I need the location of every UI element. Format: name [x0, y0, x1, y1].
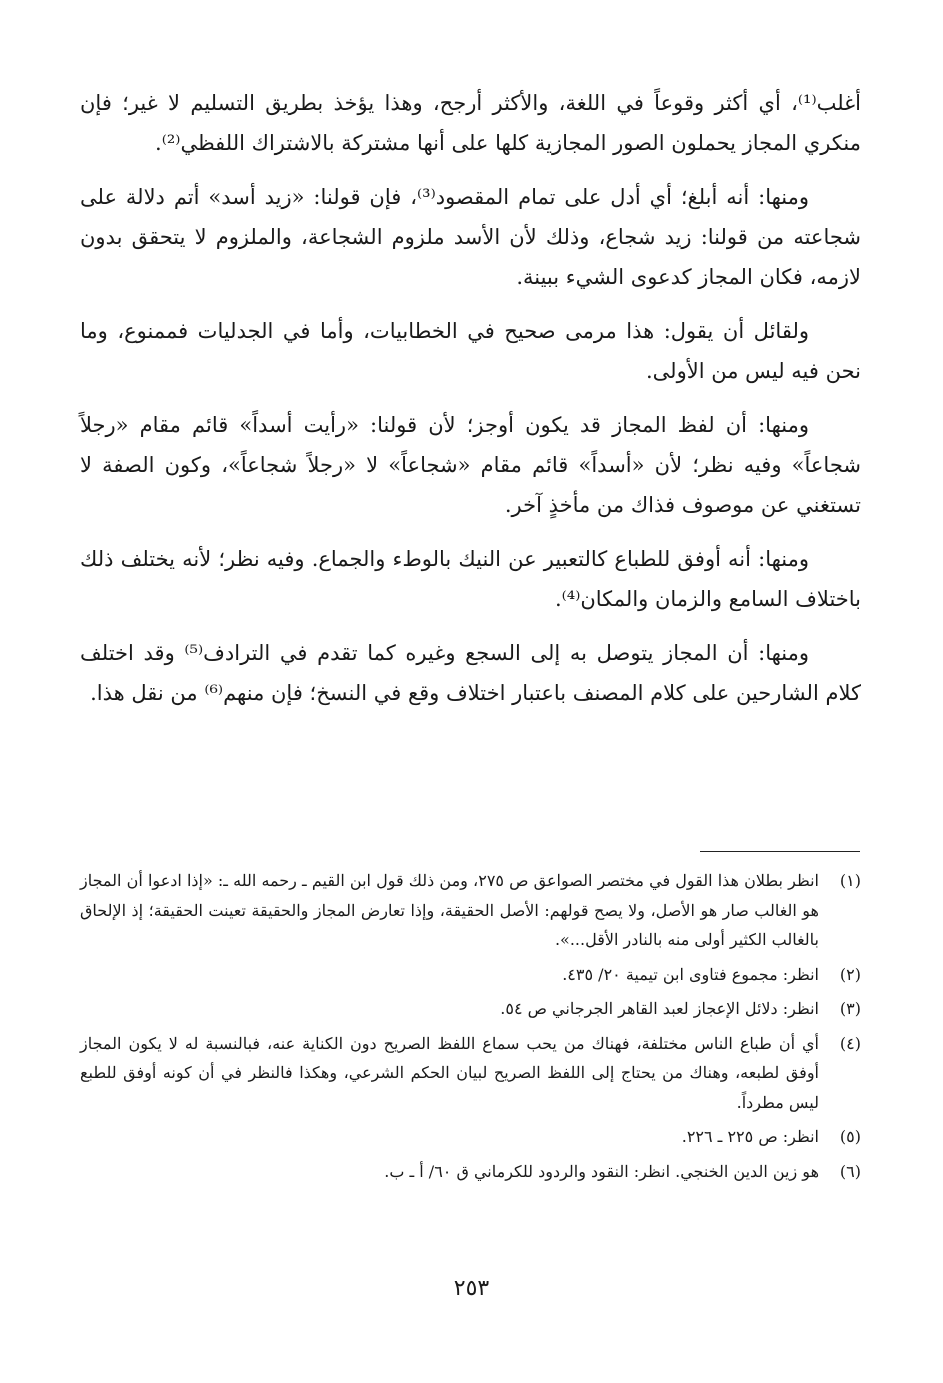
footnote-4: [80, 1029, 861, 1118]
footnote-text: انظر: مجموع فتاوى ابن تيمية ٢٠/ ٤٣٥.: [562, 964, 819, 984]
paragraph-1: أغلب⁽¹⁾، أي أكثر وقوعاً في اللغة، والأكثر أرجح، وهذا يؤخذ بطريق التسليم لا غير؛ فإن منكري المجاز يحملون الصور المجازية كلها على أنها مشتركة بالاشتراك اللفظي⁽²⁾.: [80, 91, 861, 155]
main-text: [80, 83, 861, 727]
paragraph-4: ومنها: أن لفظ المجاز قد يكون أوجز؛ لأن قولنا: «رأيت أسداً» قائم مقام «رجلاً شجاعاً» وفيه نظر؛ لأن «أسداً» قائم مقام «شجاعاً» لا «رجلاً شجاعاً»، وكون الصفة لا تستغني عن موصوف فذاك من مأخذٍ آخر.: [80, 413, 861, 517]
footnote-number: (٢): [839, 964, 861, 984]
paragraph-5: ومنها: أنه أوفق للطباع كالتعبير عن النيك بالوطء والجماع. وفيه نظر؛ لأنه يختلف ذلك باختلاف السامع والزمان والمكان⁽⁴⁾.: [80, 547, 861, 611]
footnote-1: [80, 866, 861, 955]
footnote-text: انظر بطلان هذا القول في مختصر الصواعق ص ٢٧٥، ومن ذلك قول ابن القيم ـ رحمه الله ـ: «إذا ادعوا أن المجاز هو الغالب صار هو الأصل، ولا يصح قولهم: الأصل الحقيقة، وإذا تعارض المجاز والحقيقة تعينت الحقيقة؛ إذ الإلحاق بالغالب الكثير أولى منه بالنادر الأقل...».: [80, 871, 820, 949]
footnote-text: أي أن طباع الناس مختلفة، فهناك من يحب سماع اللفظ الصريح دون الكناية عنه، فبالنسبة له لا يكون المجاز أوفق لطبعه، وهناك من يحتاج إلى اللفظ الصريح لبيان الحكم الشرعي، وهكذا فالنظر في أن كونه أوفق للطبع ليس مطرداً.: [80, 1033, 819, 1112]
footnote-6: [80, 1157, 861, 1187]
footnote-number: (٣): [839, 999, 861, 1018]
paragraph-6: ومنها: أن المجاز يتوصل به إلى السجع وغيره كما تقدم في الترادف⁽⁵⁾ وقد اختلف كلام الشارحين على كلام المصنف باعتبار اختلاف وقع في النسخ؛ فإن منهم⁽⁶⁾ من نقل هذا.: [80, 641, 861, 705]
footnote-text: انظر: ص ٢٢٥ ـ ٢٢٦.: [681, 1127, 819, 1146]
paragraph-2: ومنها: أنه أبلغ؛ أي أدل على تمام المقصود⁽³⁾، فإن قولنا: «زيد أسد» أتم دلالة على شجاعته من قولنا: زيد شجاع، وذلك لأن الأسد ملزوم الشجاعة، والملزوم لا يتحقق بدون لازمه، فكان المجاز كدعوى الشيء ببينة.: [80, 185, 861, 289]
footnote-number: (٦): [839, 1161, 861, 1181]
footnote-number: (٤): [839, 1033, 861, 1053]
page-number: ٢٥٣: [453, 1276, 490, 1301]
footnote-text: انظر: دلائل الإعجاز لعبد القاهر الجرجاني ص ٥٤.: [500, 999, 819, 1018]
footnote-number: (١): [839, 871, 861, 890]
footnote-text: هو زين الدين الخنجي. انظر: النقود والردود للكرماني ق ٦٠/ أ ـ ب.: [384, 1161, 819, 1181]
footnote-5: [80, 1122, 861, 1152]
footnotes: [80, 866, 861, 1191]
footnote-2: [80, 960, 861, 990]
footnote-number: (٥): [839, 1127, 861, 1146]
footnote-separator: [700, 851, 860, 852]
footnote-3: [80, 994, 861, 1024]
paragraph-3: ولقائل أن يقول: هذا مرمى صحيح في الخطابيات، وأما في الجدليات فممنوع، وما نحن فيه ليس من الأولى.: [80, 319, 861, 383]
